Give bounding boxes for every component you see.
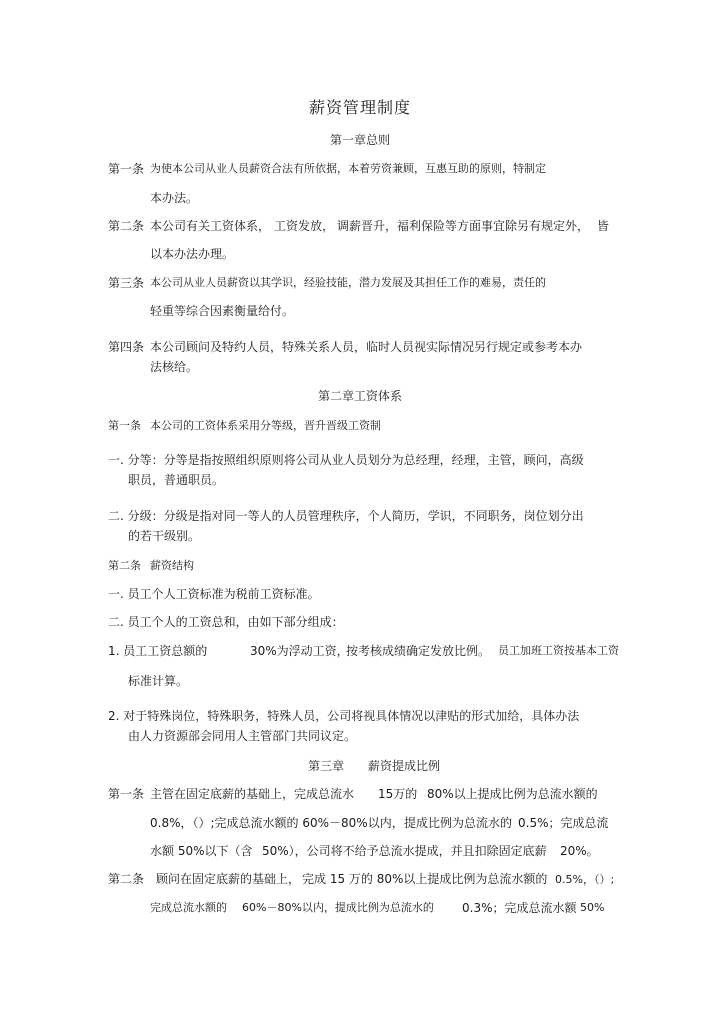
article-label: 第二条: [108, 219, 145, 233]
article-text: 水额 50%以下（含: [150, 844, 253, 858]
chapter-2-heading: 第二章工资体系: [317, 389, 402, 403]
article-text: 本办法。: [150, 191, 199, 205]
document-title: 薪资管理制度: [308, 98, 411, 117]
article-text: 0.5%，（）;: [555, 873, 615, 886]
article-text: 0.8%，（）;完成总流水额的 60%－80%以内，: [150, 816, 404, 830]
list-item: 30%为浮动工资，: [250, 644, 349, 658]
article-text: 0.5%；完成总流: [518, 816, 609, 830]
article-text: 50%），公司将不给予总流水提成，并且扣除固定底薪: [262, 844, 547, 858]
article-label: 第四条: [108, 340, 145, 354]
chapter-3-heading-title: 薪资提成比例: [368, 759, 441, 773]
chapter-3-heading: 第三章: [308, 759, 345, 773]
article-label: 第二条: [108, 559, 141, 572]
article-text: 0.3%；完成总流水额: [462, 901, 577, 915]
article-text: 顾问在固定底薪的基础上，: [156, 872, 301, 886]
article-text: 皆: [597, 219, 610, 233]
article-text: 本公司顾问及特约人员，特殊关系人员，临时人员视实际情况另行规定或参考本办: [150, 340, 583, 354]
article-label: 第三条: [108, 276, 145, 290]
article-text: 本公司有关工资体系，: [150, 219, 271, 233]
article-text: 主管在固定底薪的基础上，完成总流水: [150, 787, 355, 801]
article-text: 本公司的工资体系采用分等级，晋升晋级工资制: [150, 419, 381, 432]
list-item: 二. 分级：分级是指对同一等人的人员管理秩序，个人简历，学识，不同职务，岗位划分出: [108, 509, 584, 523]
article-text: 轻重等综合因素衡量给付。: [150, 304, 295, 318]
article-text: 60%－80%以内，提成比例为总流水的: [242, 901, 434, 914]
article-text: 以本办法办理。: [150, 247, 235, 261]
list-item: 2. 对于特殊岗位，特殊职务，特殊人员，公司将视具体情况以津贴的形式加给，具体办法: [108, 709, 580, 723]
article-label: 第一条: [108, 787, 145, 801]
article-text: 完成总流水额的: [150, 901, 227, 914]
list-item: 标准计算。: [128, 674, 189, 688]
article-label: 第二条: [108, 872, 145, 886]
list-item: 1. 员工工资总额的: [108, 644, 208, 658]
list-item: 员工加班工资按基本工资: [498, 644, 619, 657]
article-text: 为使本公司从业人员薪资合法有所依据，本着劳资兼顾，互惠互助的原则，特制定: [150, 162, 546, 175]
article-text: 法核给。: [150, 360, 199, 374]
list-item: 二. 员工个人的工资总和，由如下部分组成：: [108, 615, 344, 629]
list-item: 一. 员工个人工资标准为税前工资标准。: [108, 587, 320, 601]
article-label: 第一条: [108, 419, 141, 432]
article-text: 80%以上提成比例为总流水额的: [427, 787, 598, 801]
chapter-1-heading: 第一章总则: [329, 133, 390, 147]
article-label: 第一条: [108, 162, 145, 176]
article-text: 调薪晋升，福利保险等方面事宜除另有规定外，: [337, 219, 590, 233]
list-item: 由人力资源部会同用人主管部门共同议定。: [128, 729, 357, 743]
list-item: 职员，普通职员。: [128, 473, 225, 487]
list-item: 的若干级别。: [128, 529, 201, 543]
list-item: 一. 分等：分等是指按照组织原则将公司从业人员划分为总经理，经理，主管，顾问，高级: [108, 453, 584, 467]
article-text: 20%。: [560, 844, 599, 858]
article-text: 工资发放，: [274, 219, 335, 233]
article-text: 提成比例为总流水的: [404, 816, 513, 830]
article-text: 15万的: [378, 787, 418, 801]
article-text: 完成 15 万的 80%以上提成比例为总流水额的: [302, 872, 548, 886]
list-item: 按考核成绩确定发放比例。: [346, 644, 491, 658]
article-text: 薪资结构: [150, 559, 194, 572]
article-text: 50%: [580, 901, 605, 914]
article-text: 本公司从业人员薪资以其学识，经验技能，潜力发展及其担任工作的难易，责任的: [150, 276, 546, 289]
